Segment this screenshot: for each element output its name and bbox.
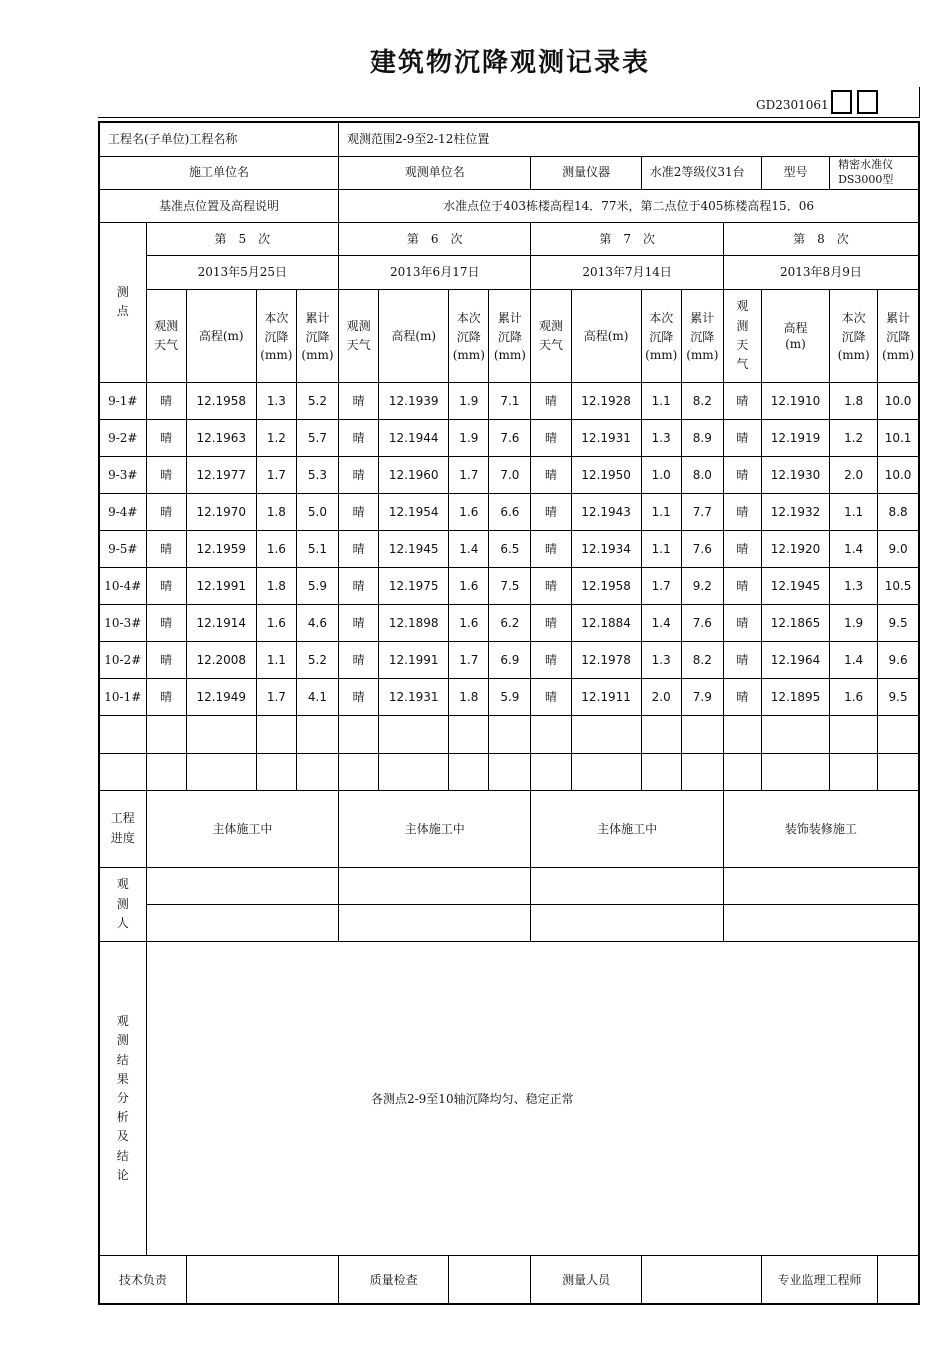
total-settle-cell[interactable]: 7.9: [681, 679, 723, 716]
this-settle-cell[interactable]: 1.9: [449, 382, 489, 419]
weather-cell[interactable]: 晴: [339, 605, 379, 642]
signature-box-4[interactable]: [878, 1256, 919, 1304]
signature-label-1: 技术负责: [99, 1256, 186, 1304]
weather-cell[interactable]: 晴: [531, 494, 571, 531]
weather-cell[interactable]: 晴: [339, 494, 379, 531]
total-settle-cell[interactable]: 4.6: [296, 605, 338, 642]
this-settle-cell[interactable]: 1.6: [449, 605, 489, 642]
total-settle-cell[interactable]: 8.2: [681, 382, 723, 419]
this-settle-cell[interactable]: 1.4: [449, 531, 489, 568]
elevation-cell[interactable]: 12.1932: [761, 494, 829, 531]
unit-label: 施工单位名: [99, 156, 339, 189]
weather-cell[interactable]: 晴: [339, 531, 379, 568]
elevation-cell[interactable]: 12.1964: [761, 642, 829, 679]
total-settle-cell[interactable]: 6.2: [489, 605, 531, 642]
elevation-cell[interactable]: 12.1895: [761, 679, 829, 716]
empty-cell[interactable]: [878, 753, 919, 790]
elevation-cell[interactable]: 12.1928: [571, 382, 641, 419]
this-settle-cell[interactable]: 1.7: [641, 568, 681, 605]
weather-header: 观测天气: [146, 289, 186, 382]
observer-cell[interactable]: [531, 867, 723, 904]
signature-label-3: 测量人员: [531, 1256, 641, 1304]
signature-label-2: 质量检查: [339, 1256, 449, 1304]
observer-cell[interactable]: [723, 904, 919, 941]
this-settle-cell[interactable]: 1.8: [449, 679, 489, 716]
point-header: 测点: [99, 222, 146, 382]
elevation-cell[interactable]: 12.1960: [379, 457, 449, 494]
elevation-cell[interactable]: 12.1910: [761, 382, 829, 419]
total-settle-cell[interactable]: 6.5: [489, 531, 531, 568]
elevation-cell[interactable]: 12.1977: [186, 457, 256, 494]
table-row: [99, 419, 919, 456]
progress-period-8[interactable]: 装饰装修施工: [723, 790, 919, 867]
code-box-1[interactable]: [831, 90, 852, 114]
observer-cell[interactable]: [339, 867, 531, 904]
point-id: 10-4#: [99, 568, 146, 605]
observer-cell[interactable]: [146, 867, 338, 904]
weather-cell[interactable]: 晴: [531, 457, 571, 494]
this-settle-cell[interactable]: 2.0: [641, 679, 681, 716]
total-settle-cell[interactable]: 8.9: [681, 419, 723, 456]
elevation-cell[interactable]: 12.1945: [761, 568, 829, 605]
table-row: [99, 494, 919, 531]
total-settle-cell[interactable]: 9.2: [681, 568, 723, 605]
weather-cell[interactable]: 晴: [146, 494, 186, 531]
weather-cell[interactable]: 晴: [339, 679, 379, 716]
total-settle-cell[interactable]: 7.6: [681, 531, 723, 568]
period-6-label: 第 6 次: [339, 222, 531, 255]
empty-cell[interactable]: [641, 716, 681, 753]
this-settle-cell[interactable]: 2.0: [830, 457, 878, 494]
elevation-cell[interactable]: 12.1954: [379, 494, 449, 531]
empty-cell[interactable]: [571, 716, 641, 753]
elevation-cell[interactable]: 12.1978: [571, 642, 641, 679]
empty-cell[interactable]: [531, 753, 571, 790]
progress-label: 工程进度: [99, 790, 146, 867]
weather-cell[interactable]: 晴: [339, 642, 379, 679]
this-settle-cell[interactable]: 1.9: [830, 605, 878, 642]
elevation-cell[interactable]: 12.1950: [571, 457, 641, 494]
empty-cell[interactable]: [641, 753, 681, 790]
elevation-cell[interactable]: 12.2008: [186, 642, 256, 679]
this-settle-header: 本次沉降 (mm): [256, 289, 296, 382]
elevation-cell[interactable]: 12.1958: [186, 382, 256, 419]
elevation-cell[interactable]: 12.1939: [379, 382, 449, 419]
total-settle-header: 累计沉降 (mm): [681, 289, 723, 382]
weather-cell[interactable]: 晴: [146, 419, 186, 456]
weather-cell[interactable]: 晴: [531, 531, 571, 568]
empty-cell[interactable]: [146, 716, 186, 753]
this-settle-cell[interactable]: 1.3: [641, 419, 681, 456]
point-id: 9-4#: [99, 494, 146, 531]
point-id: 9-2#: [99, 419, 146, 456]
top-rule-tick: [919, 87, 920, 117]
total-settle-cell[interactable]: 7.5: [489, 568, 531, 605]
period-8-date: 2013年8月9日: [723, 255, 919, 289]
total-settle-cell[interactable]: 5.0: [296, 494, 338, 531]
total-settle-cell[interactable]: 6.9: [489, 642, 531, 679]
empty-cell[interactable]: [256, 753, 296, 790]
total-settle-cell[interactable]: 10.1: [878, 419, 919, 456]
empty-cell[interactable]: [830, 753, 878, 790]
period-7-date: 2013年7月14日: [531, 255, 723, 289]
this-settle-cell[interactable]: 1.4: [830, 642, 878, 679]
elevation-cell[interactable]: 12.1970: [186, 494, 256, 531]
elevation-header: 高程(m): [571, 289, 641, 382]
point-id: 10-2#: [99, 642, 146, 679]
this-settle-cell[interactable]: 1.2: [256, 419, 296, 456]
empty-row: [99, 716, 919, 753]
empty-cell[interactable]: [489, 716, 531, 753]
empty-cell[interactable]: [531, 716, 571, 753]
empty-cell[interactable]: [379, 753, 449, 790]
this-settle-header: 本次沉降 (mm): [830, 289, 878, 382]
elevation-cell[interactable]: 12.1919: [761, 419, 829, 456]
observer-cell[interactable]: [339, 904, 531, 941]
empty-cell[interactable]: [681, 716, 723, 753]
this-settle-cell[interactable]: 1.0: [641, 457, 681, 494]
weather-cell[interactable]: 晴: [723, 494, 761, 531]
total-settle-cell[interactable]: 5.9: [296, 568, 338, 605]
empty-cell[interactable]: [723, 716, 761, 753]
point-id: 9-1#: [99, 382, 146, 419]
weather-cell[interactable]: 晴: [146, 531, 186, 568]
elevation-cell[interactable]: 12.1931: [571, 419, 641, 456]
total-settle-cell[interactable]: 7.0: [489, 457, 531, 494]
point-id: 10-1#: [99, 679, 146, 716]
empty-cell[interactable]: [449, 753, 489, 790]
period-5-date: 2013年5月25日: [146, 255, 338, 289]
total-settle-cell[interactable]: 10.0: [878, 382, 919, 419]
empty-cell[interactable]: [99, 753, 146, 790]
elevation-cell[interactable]: 12.1949: [186, 679, 256, 716]
empty-cell[interactable]: [296, 753, 338, 790]
total-settle-header: 累计沉降 (mm): [878, 289, 919, 382]
form-code: GD2301061: [756, 98, 829, 112]
total-settle-cell[interactable]: 5.7: [296, 419, 338, 456]
elevation-cell[interactable]: 12.1943: [571, 494, 641, 531]
elevation-cell[interactable]: 12.1944: [379, 419, 449, 456]
empty-cell[interactable]: [761, 716, 829, 753]
this-settle-header: 本次沉降 (mm): [641, 289, 681, 382]
elevation-cell[interactable]: 12.1934: [571, 531, 641, 568]
elevation-cell[interactable]: 12.1945: [379, 531, 449, 568]
total-settle-cell[interactable]: 10.5: [878, 568, 919, 605]
this-settle-cell[interactable]: 1.2: [830, 419, 878, 456]
this-settle-cell[interactable]: 1.8: [256, 568, 296, 605]
signature-box-2[interactable]: [449, 1256, 531, 1304]
empty-cell[interactable]: [296, 716, 338, 753]
weather-cell[interactable]: 晴: [723, 382, 761, 419]
weather-cell[interactable]: 晴: [339, 568, 379, 605]
this-settle-cell[interactable]: 1.6: [256, 531, 296, 568]
weather-cell[interactable]: 晴: [339, 419, 379, 456]
code-box-2[interactable]: [857, 90, 878, 114]
point-id: 9-5#: [99, 531, 146, 568]
empty-cell[interactable]: [339, 716, 379, 753]
weather-cell[interactable]: 晴: [146, 642, 186, 679]
total-settle-cell[interactable]: 9.5: [878, 605, 919, 642]
total-settle-cell[interactable]: 7.7: [681, 494, 723, 531]
unit-value[interactable]: 观测单位名: [339, 156, 531, 189]
total-settle-cell[interactable]: 5.1: [296, 531, 338, 568]
this-settle-header: 本次沉降 (mm): [449, 289, 489, 382]
period-8-label: 第 8 次: [723, 222, 919, 255]
settlement-record-table: [98, 121, 920, 1305]
empty-cell[interactable]: [146, 753, 186, 790]
weather-cell[interactable]: 晴: [723, 642, 761, 679]
form-title: 建筑物沉降观测记录表: [369, 48, 650, 78]
elevation-cell[interactable]: 12.1959: [186, 531, 256, 568]
elevation-cell[interactable]: 12.1930: [761, 457, 829, 494]
empty-cell[interactable]: [186, 753, 256, 790]
progress-period-5[interactable]: 主体施工中: [146, 790, 338, 867]
project-label: 工程名(子单位)工程名称: [99, 122, 339, 156]
elevation-cell[interactable]: 12.1931: [379, 679, 449, 716]
this-settle-cell[interactable]: 1.4: [830, 531, 878, 568]
empty-cell[interactable]: [99, 716, 146, 753]
model-value[interactable]: 精密水准仪DS3000型: [830, 156, 919, 189]
empty-cell[interactable]: [449, 716, 489, 753]
table-row: [99, 679, 919, 716]
period-6-date: 2013年6月17日: [339, 255, 531, 289]
this-settle-cell[interactable]: 1.7: [449, 642, 489, 679]
total-settle-cell[interactable]: 8.2: [681, 642, 723, 679]
project-value[interactable]: 观测范围2-9至2-12柱位置: [339, 122, 919, 156]
weather-cell[interactable]: 晴: [146, 605, 186, 642]
weather-cell[interactable]: 晴: [146, 457, 186, 494]
this-settle-cell[interactable]: 1.1: [256, 642, 296, 679]
weather-header: 观测天气: [723, 289, 761, 382]
signature-box-1[interactable]: [186, 1256, 338, 1304]
point-id: 9-3#: [99, 457, 146, 494]
weather-cell[interactable]: 晴: [339, 457, 379, 494]
weather-cell[interactable]: 晴: [339, 382, 379, 419]
elevation-cell[interactable]: 12.1914: [186, 605, 256, 642]
this-settle-cell[interactable]: 1.7: [256, 679, 296, 716]
weather-cell[interactable]: 晴: [723, 605, 761, 642]
weather-cell[interactable]: 晴: [146, 568, 186, 605]
point-id: 10-3#: [99, 605, 146, 642]
observer-cell[interactable]: [723, 867, 919, 904]
weather-cell[interactable]: 晴: [531, 382, 571, 419]
table-row: [99, 642, 919, 679]
table-row: [99, 568, 919, 605]
empty-cell[interactable]: [761, 753, 829, 790]
total-settle-cell[interactable]: 9.5: [878, 679, 919, 716]
this-settle-cell[interactable]: 1.8: [830, 382, 878, 419]
total-settle-cell[interactable]: 9.6: [878, 642, 919, 679]
weather-cell[interactable]: 晴: [531, 568, 571, 605]
weather-cell[interactable]: 晴: [723, 457, 761, 494]
progress-period-7[interactable]: 主体施工中: [531, 790, 723, 867]
this-settle-cell[interactable]: 1.1: [641, 531, 681, 568]
elevation-header: 高程(m): [186, 289, 256, 382]
elevation-cell[interactable]: 12.1884: [571, 605, 641, 642]
weather-cell[interactable]: 晴: [531, 679, 571, 716]
total-settle-cell[interactable]: 10.0: [878, 457, 919, 494]
benchmark-value[interactable]: 水准点位于403栋楼高程14．77米，第二点位于405栋楼高程15．06: [339, 189, 919, 222]
elevation-header: 高程 (m): [761, 289, 829, 382]
this-settle-cell[interactable]: 1.1: [641, 382, 681, 419]
benchmark-label: 基准点位置及高程说明: [99, 189, 339, 222]
table-row: [99, 382, 919, 419]
instrument-value[interactable]: 水准2等级仪31台: [641, 156, 761, 189]
total-settle-cell[interactable]: 5.2: [296, 642, 338, 679]
observer-cell[interactable]: [146, 904, 338, 941]
this-settle-cell[interactable]: 1.9: [449, 419, 489, 456]
signature-box-3[interactable]: [641, 1256, 761, 1304]
total-settle-header: 累计沉降 (mm): [296, 289, 338, 382]
total-settle-cell[interactable]: 6.6: [489, 494, 531, 531]
elevation-cell[interactable]: 12.1991: [379, 642, 449, 679]
total-settle-cell[interactable]: 5.3: [296, 457, 338, 494]
this-settle-cell[interactable]: 1.3: [641, 642, 681, 679]
total-settle-cell[interactable]: 8.0: [681, 457, 723, 494]
total-settle-header: 累计沉降 (mm): [489, 289, 531, 382]
weather-cell[interactable]: 晴: [531, 642, 571, 679]
empty-cell[interactable]: [379, 716, 449, 753]
observer-cell[interactable]: [531, 904, 723, 941]
model-label: 型号: [761, 156, 829, 189]
weather-cell[interactable]: 晴: [723, 531, 761, 568]
elevation-cell[interactable]: 12.1991: [186, 568, 256, 605]
empty-cell[interactable]: [186, 716, 256, 753]
progress-period-6[interactable]: 主体施工中: [339, 790, 531, 867]
weather-header: 观测天气: [339, 289, 379, 382]
this-settle-cell[interactable]: 1.7: [256, 457, 296, 494]
weather-cell[interactable]: 晴: [146, 679, 186, 716]
elevation-header: 高程(m): [379, 289, 449, 382]
this-settle-cell[interactable]: 1.1: [830, 494, 878, 531]
elevation-cell[interactable]: 12.1920: [761, 531, 829, 568]
this-settle-cell[interactable]: 1.4: [641, 605, 681, 642]
weather-cell[interactable]: 晴: [531, 605, 571, 642]
empty-cell[interactable]: [571, 753, 641, 790]
empty-row: [99, 753, 919, 790]
observer-label: 观测人: [99, 867, 146, 941]
elevation-cell[interactable]: 12.1898: [379, 605, 449, 642]
empty-cell[interactable]: [681, 753, 723, 790]
elevation-cell[interactable]: 12.1865: [761, 605, 829, 642]
this-settle-cell[interactable]: 1.1: [641, 494, 681, 531]
total-settle-cell[interactable]: 7.1: [489, 382, 531, 419]
elevation-cell[interactable]: 12.1958: [571, 568, 641, 605]
analysis-label: 观测结果分析及结论: [99, 941, 146, 1256]
period-7-label: 第 7 次: [531, 222, 723, 255]
table-row: [99, 531, 919, 568]
empty-cell[interactable]: [489, 753, 531, 790]
this-settle-cell[interactable]: 1.6: [449, 494, 489, 531]
this-settle-cell[interactable]: 1.6: [449, 568, 489, 605]
this-settle-cell[interactable]: 1.8: [256, 494, 296, 531]
empty-cell[interactable]: [723, 753, 761, 790]
total-settle-cell[interactable]: 9.0: [878, 531, 919, 568]
analysis-text[interactable]: 各测点2-9至10轴沉降均匀、稳定正常: [146, 941, 919, 1256]
table-row: [99, 605, 919, 642]
this-settle-cell[interactable]: 1.3: [256, 382, 296, 419]
this-settle-cell[interactable]: 1.6: [830, 679, 878, 716]
elevation-cell[interactable]: 12.1911: [571, 679, 641, 716]
empty-cell[interactable]: [339, 753, 379, 790]
elevation-cell[interactable]: 12.1975: [379, 568, 449, 605]
weather-cell[interactable]: 晴: [531, 419, 571, 456]
this-settle-cell[interactable]: 1.7: [449, 457, 489, 494]
table-row: [99, 457, 919, 494]
empty-cell[interactable]: [256, 716, 296, 753]
empty-cell[interactable]: [878, 716, 919, 753]
this-settle-cell[interactable]: 1.3: [830, 568, 878, 605]
top-rule: [98, 117, 920, 118]
total-settle-cell[interactable]: 5.9: [489, 679, 531, 716]
instrument-label: 测量仪器: [531, 156, 641, 189]
weather-cell[interactable]: 晴: [723, 419, 761, 456]
total-settle-cell[interactable]: 4.1: [296, 679, 338, 716]
total-settle-cell[interactable]: 8.8: [878, 494, 919, 531]
elevation-cell[interactable]: 12.1963: [186, 419, 256, 456]
this-settle-cell[interactable]: 1.6: [256, 605, 296, 642]
total-settle-cell[interactable]: 5.2: [296, 382, 338, 419]
total-settle-cell[interactable]: 7.6: [681, 605, 723, 642]
empty-cell[interactable]: [830, 716, 878, 753]
weather-cell[interactable]: 晴: [723, 568, 761, 605]
weather-cell[interactable]: 晴: [723, 679, 761, 716]
weather-header: 观测天气: [531, 289, 571, 382]
period-5-label: 第 5 次: [146, 222, 338, 255]
total-settle-cell[interactable]: 7.6: [489, 419, 531, 456]
signature-label-4: 专业监理工程师: [761, 1256, 877, 1304]
weather-cell[interactable]: 晴: [146, 382, 186, 419]
